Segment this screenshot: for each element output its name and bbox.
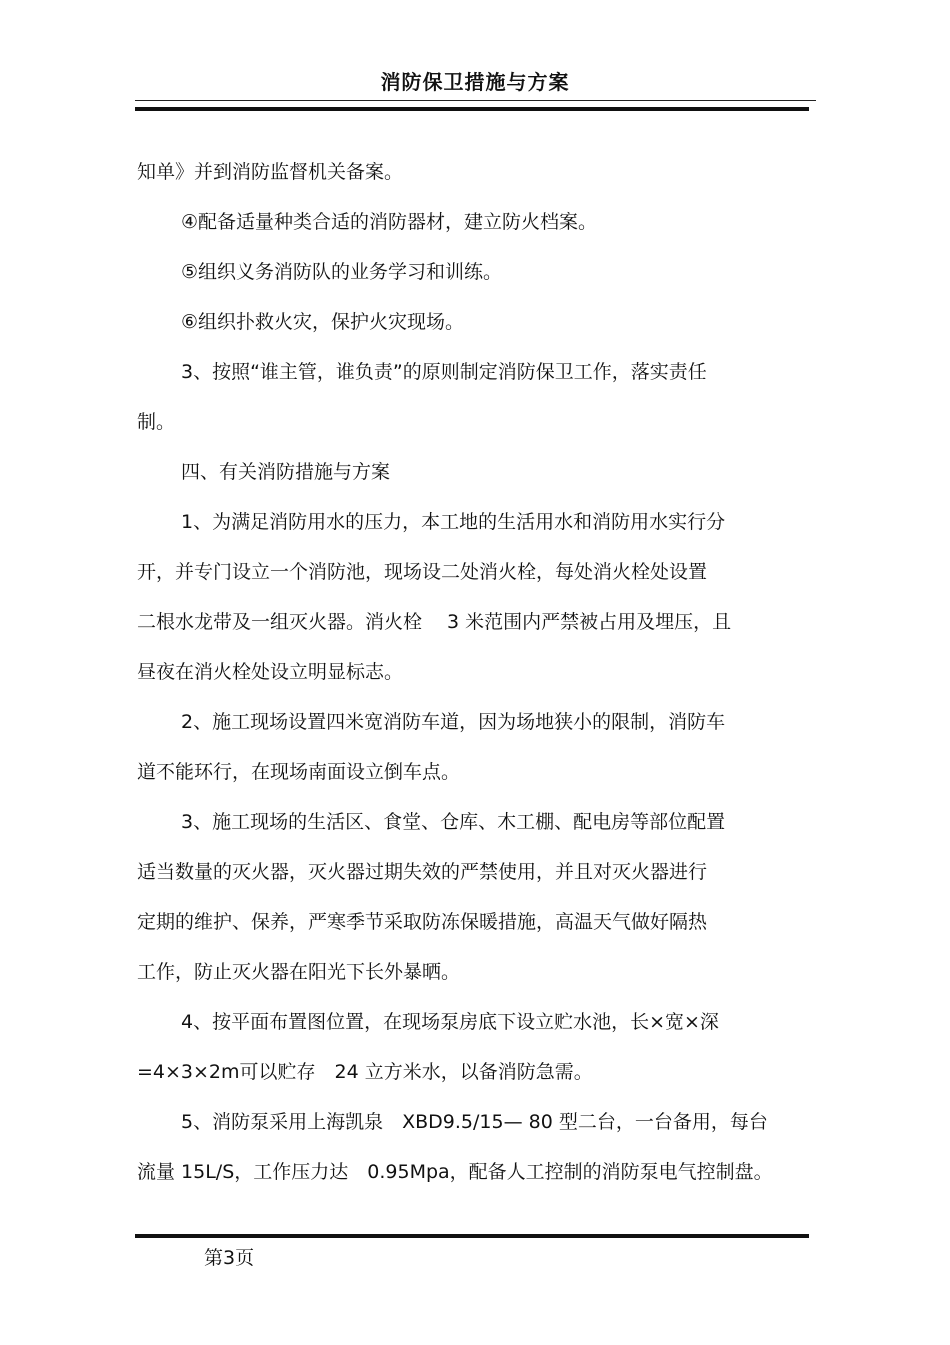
text-line: 开，并专门设立一个消防池，现场设二处消火栓，每处消火栓处设置 xyxy=(137,561,708,583)
section-heading: 四、有关消防措施与方案 xyxy=(181,461,391,483)
text-line: 流量 15L/S，工作压力达 0.95Mpa，配备人工控制的消防泵电气控制盘。 xyxy=(137,1161,773,1183)
page-header-title: 消防保卫措施与方案 xyxy=(380,70,570,94)
text-line: 工作，防止灭火器在阳光下长外暴晒。 xyxy=(137,961,461,983)
text-line: 5、消防泵采用上海凯泉 XBD9.5/15— 80 型二台，一台备用，每台 xyxy=(181,1111,768,1133)
text-line: 3、施工现场的生活区、食堂、仓库、木工棚、配电房等部位配置 xyxy=(181,811,726,833)
body-text xyxy=(137,0,809,1345)
text-line: 制。 xyxy=(137,411,176,433)
text-line: ④配备适量种类合适的消防器材，建立防火档案。 xyxy=(181,211,598,233)
text-line: =4×3×2m可以贮存 24 立方米水，以备消防急需。 xyxy=(137,1061,593,1083)
page-number: 第3页 xyxy=(204,1247,255,1269)
text-line: 适当数量的灭火器，灭火器过期失效的严禁使用，并且对灭火器进行 xyxy=(137,861,708,883)
text-line: 3、按照“谁主管，谁负责”的原则制定消防保卫工作，落实责任 xyxy=(181,361,707,383)
text-line: 1、为满足消防用水的压力，本工地的生活用水和消防用水实行分 xyxy=(181,511,726,533)
text-line: 道不能环行，在现场南面设立倒车点。 xyxy=(137,761,461,783)
text-line: ⑤组织义务消防队的业务学习和训练。 xyxy=(181,261,503,283)
text-line: 2、施工现场设置四米宽消防车道，因为场地狭小的限制，消防车 xyxy=(181,711,726,733)
text-line: 昼夜在消火栓处设立明显标志。 xyxy=(137,661,404,683)
text-line: 定期的维护、保养，严寒季节采取防冻保暖措施，高温天气做好隔热 xyxy=(137,911,708,933)
text-line: 4、按平面布置图位置，在现场泵房底下设立贮水池，长×宽×深 xyxy=(181,1011,719,1033)
text-line: 二根水龙带及一组灭火器。消火栓 3 米范围内严禁被占用及埋压，且 xyxy=(137,611,732,633)
text-line: ⑥组织扑救火灾，保护火灾现场。 xyxy=(181,311,465,333)
footer-rule xyxy=(135,1234,809,1238)
text-line: 知单》并到消防监督机关备案。 xyxy=(137,161,404,183)
